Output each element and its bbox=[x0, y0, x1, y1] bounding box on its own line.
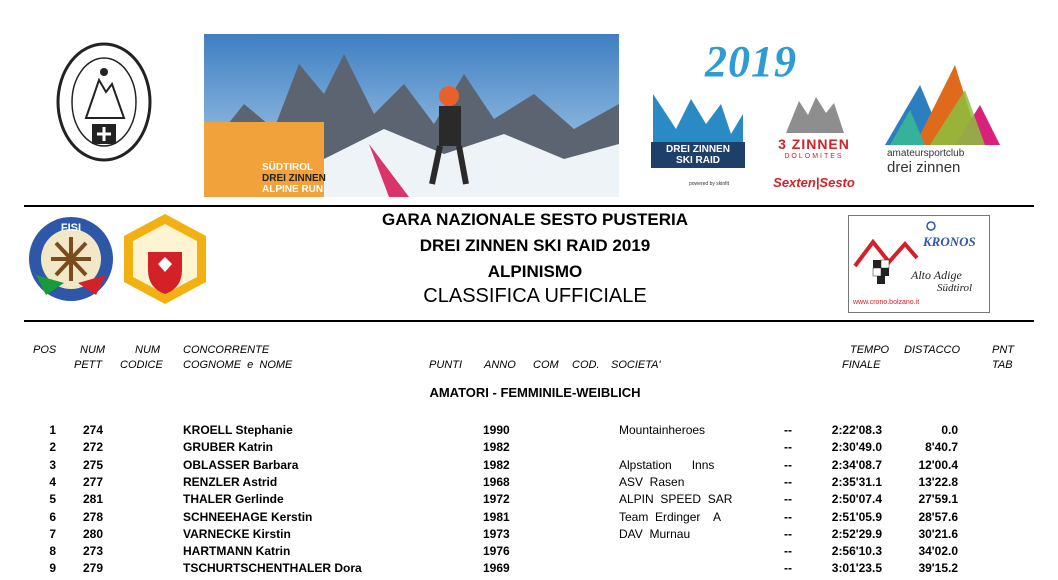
row-distacco: 28'57.6 bbox=[918, 509, 958, 524]
row-pett: 272 bbox=[82, 440, 103, 455]
header-line1: GARA NAZIONALE SESTO PUSTERIA bbox=[381, 210, 689, 229]
fisi-logo bbox=[26, 213, 116, 305]
row-name: KROELL Stephanie bbox=[183, 423, 293, 437]
row-pos: 1 bbox=[49, 423, 56, 437]
kronos-logo bbox=[848, 215, 990, 313]
row-anno: 1972 bbox=[483, 492, 510, 507]
header-line4: CLASSIFICA UFFICIALE bbox=[423, 285, 647, 307]
row-pos: 3 bbox=[49, 457, 56, 472]
col-pnt-2: TAB bbox=[992, 359, 1013, 371]
col-com: COM bbox=[533, 359, 559, 371]
col-num-cod-1: NUM bbox=[135, 344, 161, 356]
row-dash: -- bbox=[784, 544, 792, 559]
row-pett: 277 bbox=[82, 474, 103, 489]
row-name: GRUBER Katrin bbox=[183, 440, 274, 455]
col-concorrente-2: COGNOME e NOME bbox=[183, 359, 293, 371]
row-anno: 1968 bbox=[483, 474, 510, 489]
row-tempo: 2:51'05.9 bbox=[831, 509, 882, 524]
row-pett: 274 bbox=[82, 423, 103, 437]
fisi-alto-adige-logo bbox=[120, 212, 210, 306]
row-distacco: 8'40.7 bbox=[925, 440, 958, 455]
col-tempo-1: TEMPO bbox=[850, 344, 890, 356]
row-tempo: 2:34'08.7 bbox=[831, 457, 882, 472]
row-pos: 2 bbox=[49, 440, 56, 455]
row-dash: -- bbox=[784, 474, 792, 489]
row-tempo: 2:35'31.1 bbox=[831, 474, 882, 489]
row-dash: -- bbox=[784, 440, 792, 455]
col-pnt-1: PNT bbox=[992, 344, 1014, 356]
row-name: THALER Gerlinde bbox=[183, 492, 284, 507]
kronos-line1: Alto Adige bbox=[911, 268, 962, 282]
row-pos: 6 bbox=[49, 509, 56, 524]
col-concorrente-1: CONCORRENTE bbox=[183, 344, 270, 356]
row-societa: ALPIN SPEED SAR bbox=[619, 492, 733, 507]
row-tempo: 2:30'49.0 bbox=[831, 440, 882, 455]
row-anno: 1969 bbox=[483, 561, 510, 576]
col-tempo-2: FINALE bbox=[842, 359, 881, 371]
kronos-line2: Südtirol bbox=[937, 282, 973, 294]
ski-raid-powered: powered by skinfit bbox=[689, 181, 730, 187]
col-num-pett-2: PETT bbox=[74, 359, 103, 371]
row-pett: 281 bbox=[82, 492, 103, 507]
row-distacco: 30'21.6 bbox=[918, 526, 958, 541]
header-divider bbox=[24, 320, 1034, 322]
row-dash: -- bbox=[784, 509, 792, 524]
top-divider bbox=[24, 205, 1034, 207]
col-distacco: DISTACCO bbox=[904, 344, 961, 356]
asc-line2: drei zinnen bbox=[887, 159, 961, 176]
col-societa: SOCIETA' bbox=[611, 359, 661, 371]
col-num-cod-2: CODICE bbox=[120, 359, 163, 371]
row-dash: -- bbox=[784, 561, 792, 576]
row-societa: Team Erdinger A bbox=[619, 509, 722, 524]
col-anno: ANNO bbox=[484, 359, 516, 371]
asc-drei-zinnen-logo bbox=[885, 50, 1030, 180]
3-zinnen-line1: 3 ZINNEN bbox=[778, 136, 850, 152]
row-anno: 1982 bbox=[483, 440, 510, 455]
year-label: 2019 bbox=[705, 37, 797, 86]
ski-raid-line2: SKI RAID bbox=[676, 155, 720, 166]
ski-raid-logo bbox=[651, 94, 745, 190]
row-pett: 273 bbox=[82, 544, 103, 559]
fisi-logo-text: FISI bbox=[60, 222, 82, 234]
row-tempo: 2:52'29.9 bbox=[831, 526, 882, 541]
row-dash: -- bbox=[784, 526, 792, 541]
row-societa: DAV Murnau bbox=[619, 526, 691, 541]
row-pos: 8 bbox=[49, 544, 56, 559]
row-tempo: 2:22'08.3 bbox=[831, 423, 882, 437]
row-pett: 278 bbox=[82, 509, 103, 524]
photo-badge-line1: SÜDTIROL bbox=[262, 162, 314, 173]
row-pos: 9 bbox=[49, 561, 56, 576]
row-pett: 279 bbox=[82, 561, 103, 576]
row-pos: 7 bbox=[49, 526, 56, 541]
row-dash: -- bbox=[784, 457, 792, 472]
row-distacco: 34'02.0 bbox=[918, 544, 958, 559]
row-anno: 1982 bbox=[483, 457, 510, 472]
bergrettung-seal-logo bbox=[54, 40, 154, 165]
row-tempo: 2:50'07.4 bbox=[831, 492, 882, 507]
row-anno: 1981 bbox=[483, 509, 510, 524]
row-distacco: 39'15.2 bbox=[918, 561, 958, 576]
ski-raid-line1: DREI ZINNEN bbox=[666, 144, 730, 155]
3-zinnen-line2: DOLOMITES bbox=[784, 153, 844, 160]
3-zinnen-line3: Sexten|Sesto bbox=[773, 175, 855, 190]
kronos-url: www.crono.bolzano.it bbox=[853, 299, 920, 306]
row-anno: 1973 bbox=[483, 526, 510, 541]
row-distacco: 27'59.1 bbox=[918, 492, 958, 507]
row-name: TSCHURTSCHENTHALER Dora bbox=[183, 561, 362, 576]
col-punti: PUNTI bbox=[429, 359, 462, 371]
photo-badge-line3: ALPINE RUN bbox=[262, 184, 324, 195]
col-num-pett-1: NUM bbox=[80, 344, 106, 356]
row-distacco: 12'00.4 bbox=[918, 457, 958, 472]
row-tempo: 3:01'23.5 bbox=[831, 561, 882, 576]
row-name: VARNECKE Kirstin bbox=[183, 526, 291, 541]
row-distacco: 13'22.8 bbox=[918, 474, 958, 489]
row-name: SCHNEEHAGE Kerstin bbox=[183, 509, 313, 524]
kronos-name: KRONOS bbox=[923, 234, 976, 249]
category-heading: AMATORI - FEMMINILE-WEIBLICH bbox=[429, 385, 641, 400]
event-photo-banner bbox=[204, 34, 619, 197]
row-name: OBLASSER Barbara bbox=[183, 457, 299, 472]
header-line3: ALPINISMO bbox=[487, 262, 583, 281]
row-name: HARTMANN Katrin bbox=[183, 544, 291, 559]
row-societa: Alpstation Inns bbox=[619, 457, 715, 472]
col-pos: POS bbox=[33, 344, 57, 356]
3-zinnen-logo bbox=[764, 95, 864, 193]
row-pett: 280 bbox=[82, 526, 103, 541]
header-line2: DREI ZINNEN SKI RAID 2019 bbox=[419, 236, 651, 255]
row-anno: 1990 bbox=[483, 423, 510, 437]
photo-badge-line2: DREI ZINNEN bbox=[262, 173, 326, 184]
col-cod: COD. bbox=[572, 359, 600, 371]
row-tempo: 2:56'10.3 bbox=[831, 544, 882, 559]
row-pos: 5 bbox=[49, 492, 56, 507]
asc-line1: amateursportclub bbox=[887, 148, 965, 159]
row-dash: -- bbox=[784, 492, 792, 507]
row-distacco: 0.0 bbox=[941, 423, 958, 437]
row-name: RENZLER Astrid bbox=[183, 474, 278, 489]
row-pett: 275 bbox=[82, 457, 103, 472]
row-pos: 4 bbox=[49, 474, 56, 489]
row-societa: ASV Rasen bbox=[619, 474, 685, 489]
row-dash: -- bbox=[784, 423, 792, 437]
row-societa: Mountainheroes bbox=[619, 423, 706, 437]
row-anno: 1976 bbox=[483, 544, 510, 559]
